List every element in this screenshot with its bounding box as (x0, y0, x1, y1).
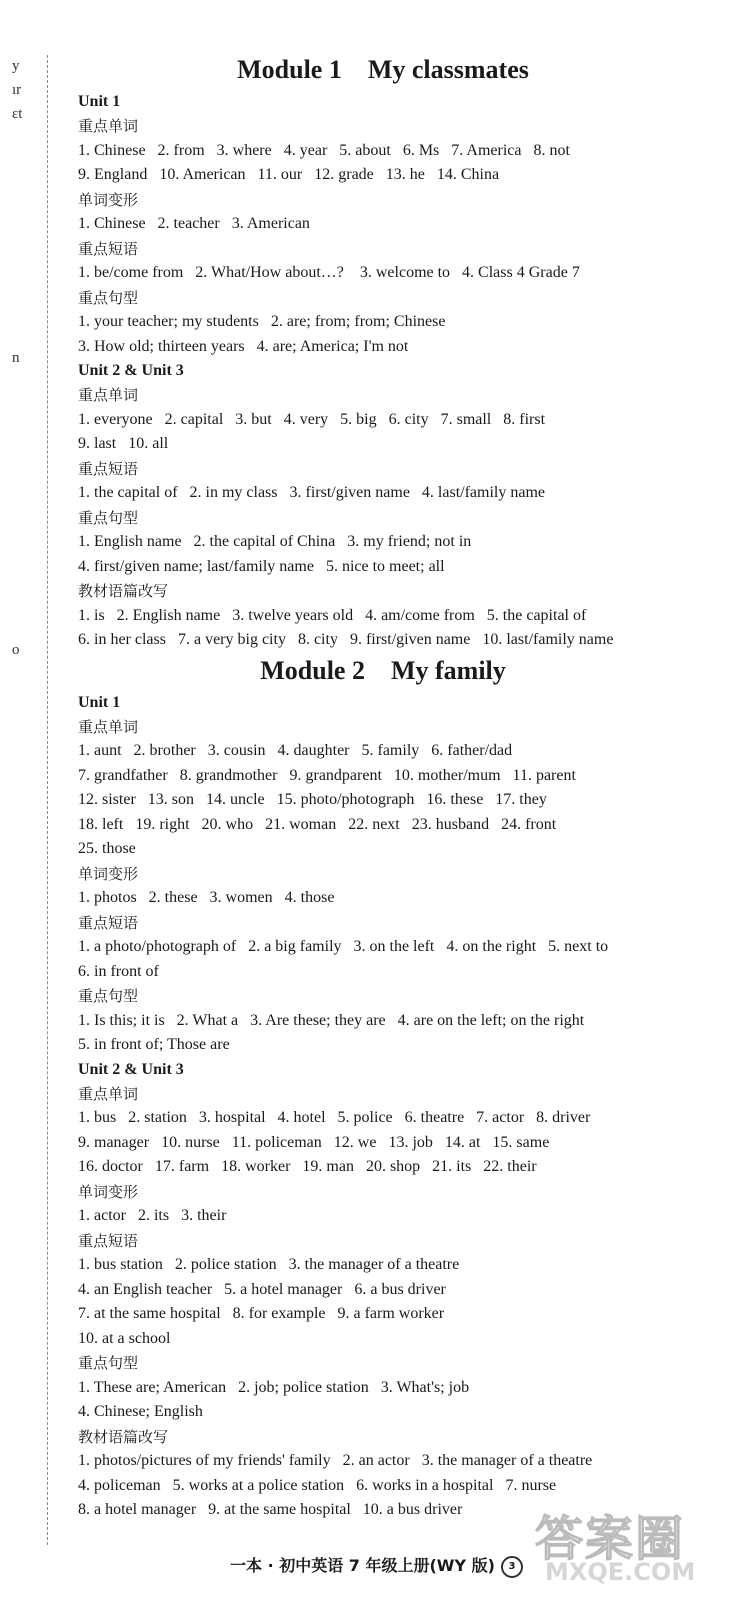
watermark-chars: 答案圈 (535, 1511, 686, 1567)
section-heading: 重点短语 (78, 459, 139, 478)
section-heading: 教材语篇改写 (78, 1427, 169, 1446)
answer-line: 1. be/come from 2. What/How about…? 3. welcome to 4. Class 4 Grade 7 (78, 264, 580, 281)
answer-line: 6. in front of (78, 962, 159, 980)
answer-line: 12. sister 13. son 14. uncle 15. photo/photograph 16. these 17. they (78, 791, 547, 808)
answer-section (78, 1351, 728, 1425)
answer-line: 7. at the same hospital 8. for example 9. a farm worker (78, 1305, 445, 1322)
unit-block (78, 90, 728, 359)
answer-section (78, 1229, 728, 1352)
module-title: Module 2 My family (260, 655, 506, 685)
page-number-icon: 3 (501, 1556, 523, 1578)
answer-line: 6. in her class 7. a very big city 8. city 9. first/given name 10. last/family name (78, 631, 614, 648)
module-block (78, 653, 728, 1523)
answer-line: 1. the capital of 2. in my class 3. first/given name 4. last/family name (78, 484, 545, 501)
footer-text: 一本 · 初中英语 7 年级上册(WY 版) (230, 1556, 495, 1575)
section-heading: 重点单词 (78, 1084, 139, 1103)
section-heading: 重点单词 (78, 386, 139, 404)
answer-section (78, 911, 728, 985)
margin-fragment: o (12, 642, 20, 658)
unit-block (78, 691, 728, 1058)
answer-section (78, 984, 728, 1058)
unit-title: Unit 1 (78, 693, 121, 711)
answer-line: 16. doctor 17. farm 18. worker 19. man 20. shop 21. its 22. their (78, 1158, 537, 1175)
answer-line: 1. photos/pictures of my friends' family 2. an actor 3. the manager of a theatre (78, 1452, 593, 1469)
section-heading: 重点句型 (78, 1354, 139, 1372)
answer-section (78, 457, 728, 506)
answer-line: 1. is 2. English name 3. twelve years old 4. am/come from 5. the capital of (78, 606, 587, 624)
margin-fragment: y (12, 58, 20, 74)
dashed-margin-rule (47, 55, 48, 1545)
section-heading: 单词变形 (78, 190, 139, 209)
margin-fragment: n (12, 350, 20, 366)
answer-section (78, 188, 728, 237)
answer-line: 1. Is this; it is 2. What a 3. Are these; they are 4. are on the left; on the right (78, 1011, 585, 1029)
section-heading: 重点短语 (78, 1231, 139, 1250)
module-block (78, 52, 728, 653)
answer-section (78, 862, 728, 911)
answer-line: 3. How old; thirteen years 4. are; America; I'm not (78, 337, 409, 355)
answer-line: 25. those (78, 840, 136, 857)
answer-line: 8. a hotel manager 9. at the same hospital 10. a bus driver (78, 1501, 463, 1518)
answer-line: 1. These are; American 2. job; police station 3. What's; job (78, 1378, 470, 1396)
answer-line: 1. everyone 2. capital 3. but 4. very 5. big 6. city 7. small 8. first (78, 410, 546, 428)
answer-section (78, 579, 728, 653)
section-heading: 重点单词 (78, 117, 139, 135)
watermark-url: MXQE.COM (545, 1558, 696, 1586)
answer-line: 1. aunt 2. brother 3. cousin 4. daughter 5. family 6. father/dad (78, 742, 513, 759)
answer-line: 10. at a school (78, 1329, 171, 1347)
section-heading: 重点句型 (78, 508, 139, 527)
section-heading: 教材语篇改写 (78, 582, 169, 600)
answer-line: 9. last 10. all (78, 435, 169, 452)
answer-line: 1. bus 2. station 3. hospital 4. hotel 5. police 6. theatre 7. actor 8. driver (78, 1109, 591, 1126)
answer-line: 1. actor 2. its 3. their (78, 1207, 227, 1224)
answer-line: 4. Chinese; English (78, 1403, 203, 1420)
answer-section (78, 383, 728, 457)
section-heading: 重点单词 (78, 717, 139, 736)
answer-line: 18. left 19. right 20. who 21. woman 22. next 23. husband 24. front (78, 815, 557, 833)
margin-fragment: ır (12, 82, 22, 98)
answer-key-content (78, 52, 728, 1523)
answer-section (78, 506, 728, 580)
section-heading: 重点短语 (78, 239, 139, 258)
answer-line: 1. your teacher; my students 2. are; from; from; Chinese (78, 313, 446, 330)
unit-block (78, 359, 728, 653)
answer-section (78, 286, 728, 360)
watermark-logo (535, 1500, 735, 1600)
answer-line: 1. Chinese 2. teacher 3. American (78, 215, 310, 232)
unit-title: Unit 1 (78, 93, 121, 110)
answer-line: 1. Chinese 2. from 3. where 4. year 5. about 6. Ms 7. America 8. not (78, 141, 570, 159)
section-heading: 单词变形 (78, 864, 139, 883)
module-title: Module 1 My classmates (237, 55, 529, 84)
section-heading: 重点句型 (78, 288, 139, 307)
unit-block (78, 1058, 728, 1523)
section-heading: 重点句型 (78, 987, 139, 1005)
answer-line: 9. manager 10. nurse 11. policeman 12. we 13. job 14. at 15. same (78, 1133, 550, 1151)
answer-line: 7. grandfather 8. grandmother 9. grandparent 10. mother/mum 11. parent (78, 766, 576, 784)
answer-section (78, 1082, 728, 1180)
answer-line: 9. England 10. American 11. our 12. grade 13. he 14. China (78, 166, 500, 183)
section-heading: 重点短语 (78, 913, 139, 932)
answer-line: 4. policeman 5. works at a police station 6. works in a hospital 7. nurse (78, 1476, 557, 1494)
answer-line: 4. an English teacher 5. a hotel manager 6. a bus driver (78, 1280, 446, 1298)
answer-line: 4. first/given name; last/family name 5. nice to meet; all (78, 557, 445, 575)
margin-fragment: ɛt (12, 106, 23, 122)
binding-margin (0, 0, 46, 1540)
answer-section (78, 715, 728, 862)
answer-line: 1. photos 2. these 3. women 4. those (78, 889, 335, 906)
section-heading: 单词变形 (78, 1182, 139, 1201)
answer-line: 1. bus station 2. police station 3. the manager of a theatre (78, 1256, 460, 1273)
answer-line: 1. a photo/photograph of 2. a big family 3. on the left 4. on the right 5. next to (78, 938, 609, 955)
answer-line: 1. English name 2. the capital of China 3. my friend; not in (78, 533, 472, 550)
answer-section (78, 114, 728, 188)
unit-title: Unit 2 & Unit 3 (78, 1060, 184, 1078)
unit-title: Unit 2 & Unit 3 (78, 362, 184, 379)
answer-section (78, 1180, 728, 1229)
answer-section (78, 237, 728, 286)
answer-line: 5. in front of; Those are (78, 1036, 230, 1053)
page-footer (230, 1553, 670, 1578)
